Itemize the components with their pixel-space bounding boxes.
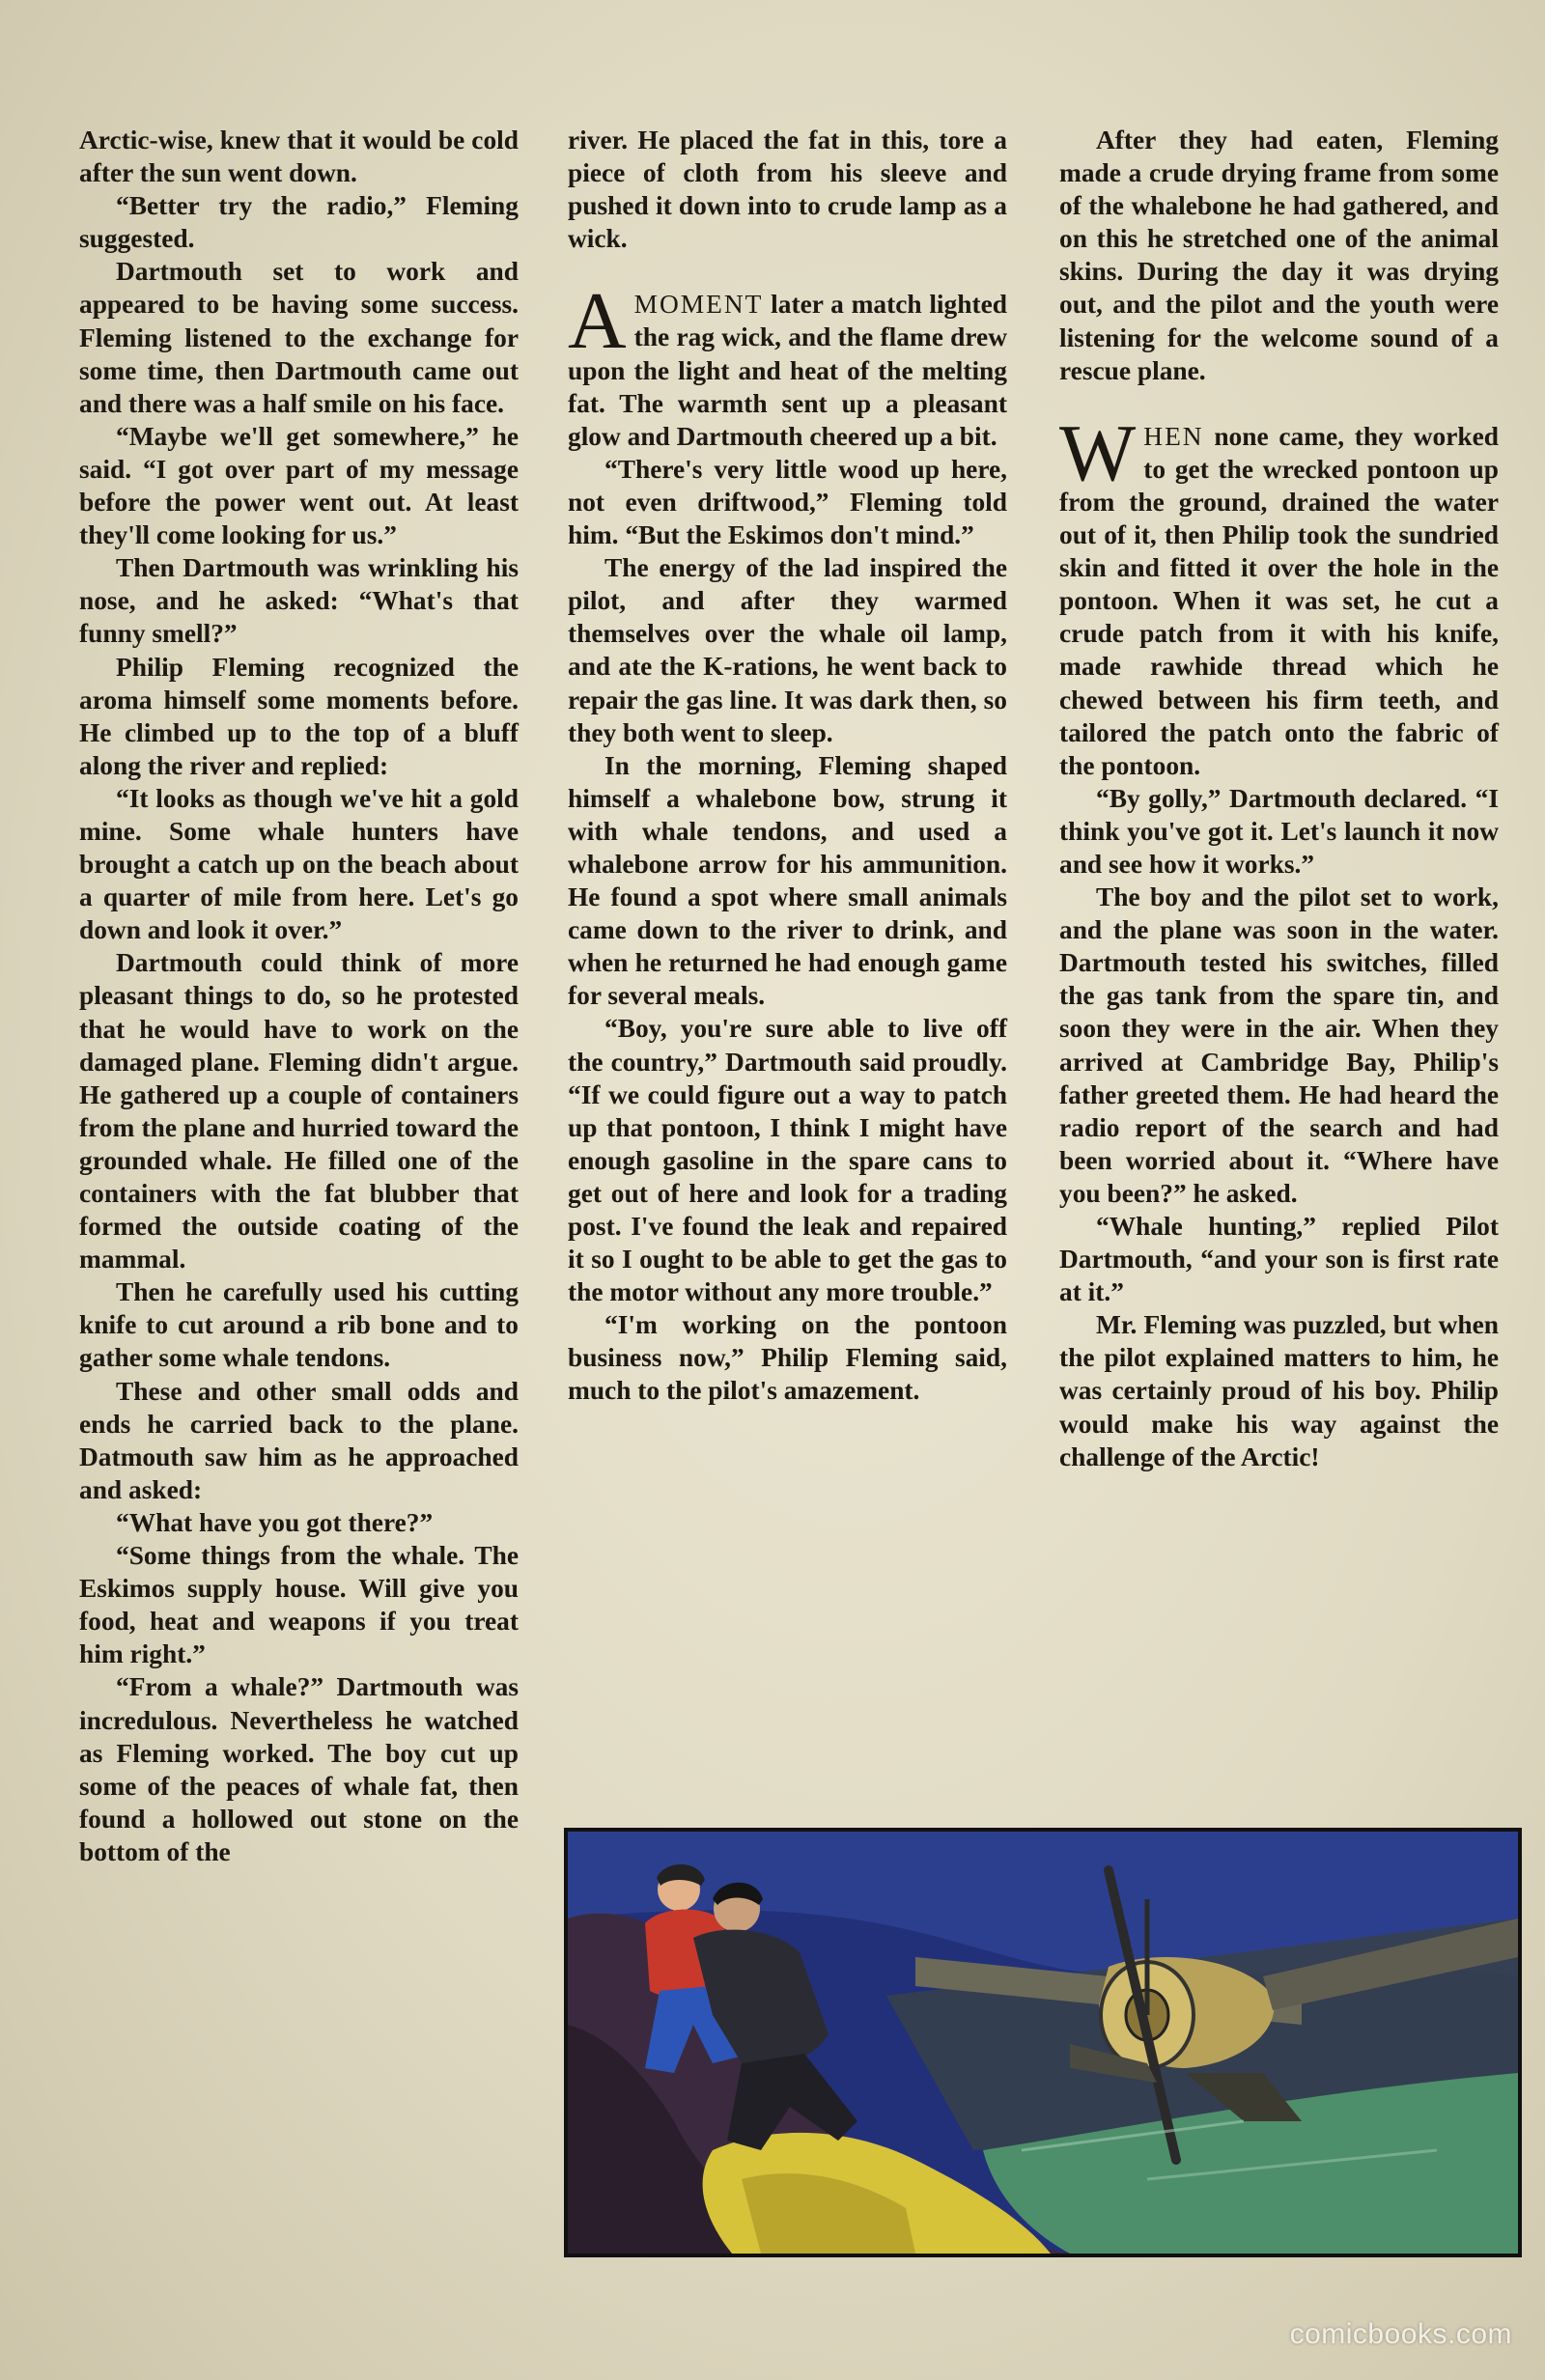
- paragraph: “From a whale?” Dartmouth was incredulous. Nevertheless he watched as Fleming worked. The boy cut up some of the peaces of whale fat, then found a hollowed out stone on the bottom of the: [79, 1672, 519, 1866]
- paragraph: Then Dartmouth was wrinkling his nose, and he asked: “What's that funny smell?”: [79, 553, 519, 649]
- paragraph: “Maybe we'll get somewhere,” he said. “I got over part of my message before the power went out. At least they'll come looking for us.”: [79, 421, 519, 550]
- drop-cap: A: [568, 276, 627, 367]
- paragraph-text: later a match lighted the rag wick, and the flame drew upon the light and heat of the melting fat. The warmth sent up a pleasant glow and Dartmouth cheered up a bit.: [568, 290, 1007, 451]
- paragraph: “Whale hunting,” replied Pilot Dartmouth, “and your son is first rate at it.”: [1059, 1212, 1499, 1307]
- watermark: comicbooks.com: [1289, 2318, 1512, 2350]
- lead-word: HEN: [1143, 421, 1204, 451]
- paragraph: “Boy, you're sure able to live off the country,” Dartmouth said proudly. “If we could figure out a way to patch up that pontoon, I think I might have enough gasoline in the spare cans to get out of here and look for a trading post. I've found the leak and repaired it so I ought to be able to get the gas to the motor without any more trouble.”: [568, 1014, 1007, 1307]
- paragraph: “There's very little wood up here, not even driftwood,” Fleming told him. “But the Eskimos don't mind.”: [568, 454, 1007, 550]
- text-column-1: [79, 124, 519, 1868]
- paragraph: “Some things from the whale. The Eskimos supply house. Will give you food, heat and weapons if you treat him right.”: [79, 1541, 519, 1669]
- text-column-3: [1059, 124, 1499, 1473]
- paragraph: “Better try the radio,” Fleming suggested.: [79, 191, 519, 254]
- paragraph: Dartmouth set to work and appeared to be having some success. Fleming listened to the exchange for some time, then Dartmouth came out and there was a half smile on his face.: [79, 257, 519, 418]
- story-illustration: [564, 1828, 1522, 2257]
- paragraph: “It looks as though we've hit a gold mine. Some whale hunters have brought a catch up on the beach about a quarter of mile from here. Let's go down and look it over.”: [79, 783, 519, 945]
- section-opening: [1059, 407, 1499, 782]
- paragraph: Mr. Fleming was puzzled, but when the pilot explained matters to him, he was certainly proud of his boy. Philip would make his way against the challenge of the Arctic!: [1059, 1310, 1499, 1471]
- paragraph: river. He placed the fat in this, tore a piece of cloth from his sleeve and pushed it down into to crude lamp as a wick.: [568, 126, 1007, 254]
- paragraph: Philip Fleming recognized the aroma himself some moments before. He climbed up to the top of a bluff along the river and replied:: [79, 652, 519, 780]
- paragraph: The energy of the lad inspired the pilot, and after they warmed themselves over the whale oil lamp, and ate the K-rations, he went back to repair the gas line. It was dark then, so they both went to sleep.: [568, 553, 1007, 747]
- paragraph: “I'm working on the pontoon business now,” Philip Fleming said, much to the pilot's amazement.: [568, 1310, 1007, 1406]
- paragraph: “What have you got there?”: [116, 1507, 434, 1537]
- paragraph: “By golly,” Dartmouth declared. “I think you've got it. Let's launch it now and see how it works.”: [1059, 783, 1499, 879]
- section-opening: [568, 276, 1007, 452]
- paragraph: Dartmouth could think of more pleasant things to do, so he protested that he would have to work on the damaged plane. Fleming didn't argue. He gathered up a couple of containers from the plane and hurried toward the grounded whale. He filled one of the containers with the fat blubber that formed the outside coating of the mammal.: [79, 948, 519, 1274]
- paragraph: Arctic-wise, knew that it would be cold after the sun went down.: [79, 126, 519, 188]
- drop-cap: W: [1059, 407, 1137, 498]
- text-column-2: [568, 124, 1007, 1408]
- paragraph: These and other small odds and ends he carried back to the plane. Datmouth saw him as he approached and asked:: [79, 1376, 519, 1504]
- paragraph: The boy and the pilot set to work, and the plane was soon in the water. Dartmouth tested his switches, filled the gas tank from the spare tin, and soon they were in the air. When they arrived at Cambridge Bay, Philip's father greeted them. He had heard the radio report of the search and had been worried about it. “Where have you been?” he asked.: [1059, 882, 1499, 1208]
- paragraph: In the morning, Fleming shaped himself a whalebone bow, strung it with whale tendons, and used a whalebone arrow for his ammunition. He found a spot where small animals came down to the river to drink, and when he returned he had enough game for several meals.: [568, 750, 1007, 1011]
- paragraph: After they had eaten, Fleming made a crude drying frame from some of the whalebone he had gathered, and on this he stretched one of the animal skins. During the day it was drying out, and the pilot and the youth were listening for the welcome sound of a rescue plane.: [1059, 126, 1499, 385]
- paragraph-text: none came, they worked to get the wrecked pontoon up from the ground, drained the water out of it, then Philip took the sundried skin and fitted it over the hole in the pontoon. When it was set, he cut a crude patch from it with his knife, made rawhide thread which he chewed between his firm teeth, and tailored the patch onto the fabric of the pontoon.: [1059, 421, 1499, 780]
- paragraph: Then he carefully used his cutting knife to cut around a rib bone and to gather some whale tendons.: [79, 1277, 519, 1373]
- lead-word: MOMENT: [633, 290, 764, 320]
